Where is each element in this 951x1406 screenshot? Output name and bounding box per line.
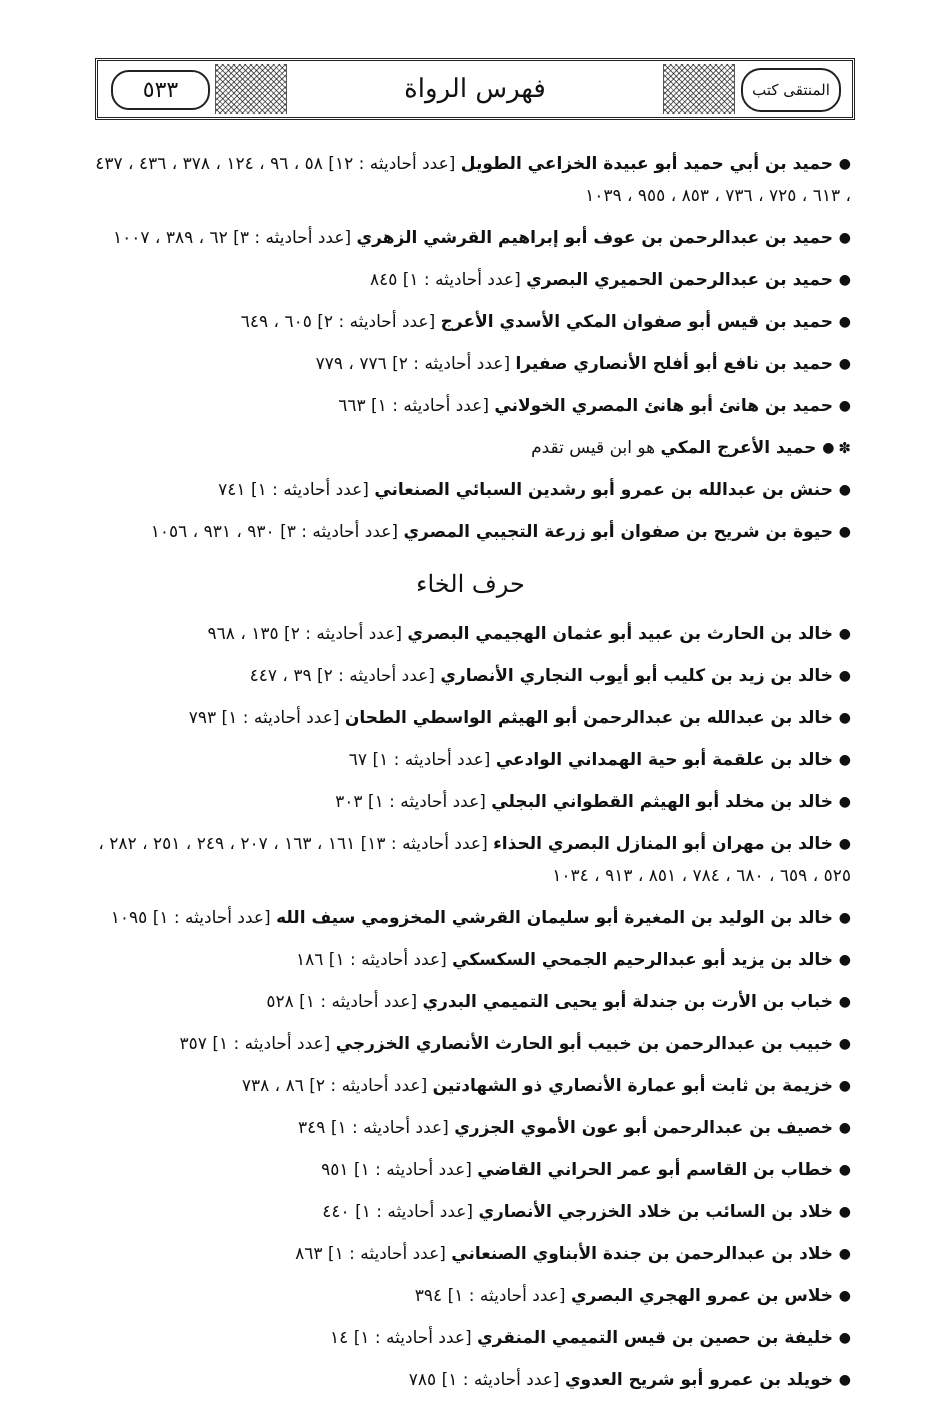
narrator-name: خالد بن علقمة أبو حية الهمداني الوادعي [495, 750, 833, 770]
bullet-icon: ● [838, 752, 851, 768]
hadith-count: [عدد أحاديثه : ١] ٩٥١ [321, 1160, 472, 1180]
hadith-count: [عدد أحاديثه : ٣] ٦٢ ، ٣٨٩ ، ١٠٠٧ [112, 228, 352, 248]
page-number: ٥٣٣ [111, 70, 210, 110]
bullet-icon: ● [838, 794, 851, 810]
narrator-entry [90, 1028, 851, 1060]
bullet-icon: ● [838, 710, 851, 726]
hadith-count: [عدد أحاديثه : ١] ٧٤١ [218, 480, 369, 500]
narrator-entry [90, 1238, 851, 1270]
narrator-entry [90, 264, 851, 296]
narrator-name: خزيمة بن ثابت أبو عمارة الأنصاري ذو الشهادتين [432, 1076, 833, 1096]
hadith-count: [عدد أحاديثه : ١] ٣٥٧ [179, 1034, 331, 1054]
bullet-icon: ● [838, 356, 851, 372]
narrator-name: خليفة بن حصين بن قيس التميمي المنقري [477, 1328, 833, 1348]
bullet-icon: ● [838, 1036, 851, 1052]
bullet-icon: ● [838, 1078, 851, 1094]
hadith-count: [عدد أحاديثه : ١] ٦٧ [348, 750, 491, 770]
narrator-entry [90, 986, 851, 1018]
narrator-name: حميد بن عبدالرحمن بن عوف أبو إبراهيم القرشي الزهري [356, 228, 833, 248]
narrator-name: خويلد بن عمرو أبو شريح العدوي [564, 1370, 833, 1390]
page-header [95, 58, 855, 120]
bullet-icon: ● [838, 952, 851, 968]
narrator-name: حميد بن أبي حميد أبو عبيدة الخزاعي الطويل [460, 154, 833, 174]
bullet-icon: ● [822, 440, 835, 456]
bullet-icon: ● [838, 1120, 851, 1136]
hadith-count: [عدد أحاديثه : ١] ٦٦٣ [338, 396, 489, 416]
narrator-entry [90, 702, 851, 734]
section-title: حرف الخاء [416, 570, 525, 598]
narrator-list-ha [90, 148, 851, 548]
bullet-icon: ● [838, 1372, 851, 1388]
bullet-icon: ● [838, 668, 851, 684]
narrator-name: حميد بن قيس أبو صفوان المكي الأسدي الأعرج [440, 312, 833, 332]
ornament-left [215, 64, 287, 114]
narrator-name: خطاب بن القاسم أبو عمر الحراني القاضي [477, 1160, 833, 1180]
hadith-count: [عدد أحاديثه : ١٣] ١٦١ ، ١٦٣ ، ٢٠٧ ، ٢٤٩ ، ٢٥١ ، ٢٨٢ ، ٥٢٥ ، ٦٥٩ ، ٦٨٠ ، ٧٨٤ ، ٨٥١ ، ٩١٣ ، ١٠٣٤ [98, 834, 851, 886]
bullet-icon: ● [838, 1204, 851, 1220]
narrator-entry [90, 348, 851, 380]
hadith-count: [عدد أحاديثه : ١] ١٠٩٥ [110, 908, 271, 928]
narrator-name: خالد بن زيد بن كليب أبو أيوب النجاري الأنصاري [440, 666, 833, 686]
narrator-name: حنش بن عبدالله بن عمرو أبو رشدين السبائي الصنعاني [374, 480, 833, 500]
narrator-name: حميد الأعرج المكي [660, 438, 817, 458]
narrator-entry [90, 744, 851, 776]
ornament-right [663, 64, 735, 114]
hadith-count: [عدد أحاديثه : ٢] ٣٩ ، ٤٤٧ [249, 666, 435, 686]
hadith-count: [عدد أحاديثه : ٢] ٦٠٥ ، ٦٤٩ [240, 312, 436, 332]
narrator-name: خالد بن الحارث بن عبيد أبو عثمان الهجيمي البصري [407, 624, 833, 644]
bullet-icon: ● [838, 314, 851, 330]
narrator-name: خالد بن مهران أبو المنازل البصري الحذاء [493, 834, 833, 854]
hadith-count: [عدد أحاديثه : ١] ٤٤٠ [322, 1202, 474, 1222]
hadith-count: [عدد أحاديثه : ١] ٨٤٥ [369, 270, 521, 290]
narrator-name: خالد بن عبدالله بن عبدالرحمن أبو الهيثم الواسطي الطحان [344, 708, 833, 728]
index-content [90, 148, 851, 1406]
bullet-icon: ● [838, 626, 851, 642]
bullet-icon: ● [838, 482, 851, 498]
narrator-entry [90, 1070, 851, 1102]
narrator-entry [90, 660, 851, 692]
narrator-name: حميد بن عبدالرحمن الحميري البصري [526, 270, 833, 290]
narrator-name: خلاس بن عمرو الهجري البصري [570, 1286, 833, 1306]
narrator-name: خلاد بن السائب بن خلاد الخزرجي الأنصاري [478, 1202, 833, 1222]
hadith-count: هو ابن قيس تقدم [531, 438, 656, 458]
narrator-entry [90, 828, 851, 892]
narrator-entry [90, 1322, 851, 1354]
bullet-icon: ● [838, 994, 851, 1010]
bullet-icon: ● [838, 836, 851, 852]
hadith-count: [عدد أحاديثه : ١] ٧٩٣ [188, 708, 340, 728]
hadith-count: [عدد أحاديثه : ١] ٧٨٥ [408, 1370, 560, 1390]
narrator-entry [90, 618, 851, 650]
narrator-entry [90, 390, 851, 422]
hadith-count: [عدد أحاديثه : ٢] ١٣٥ ، ٩٦٨ [207, 624, 403, 644]
bullet-icon: ● [838, 230, 851, 246]
bullet-icon: ● [838, 156, 851, 172]
narrator-name: خالد بن الوليد بن المغيرة أبو سليمان القرشي المخزومي سيف الله [276, 908, 833, 928]
narrator-name: حيوة بن شريح بن صفوان أبو زرعة التجيبي المصري [403, 522, 833, 542]
hadith-count: [عدد أحاديثه : ٢] ٧٧٦ ، ٧٧٩ [315, 354, 511, 374]
hadith-count: [عدد أحاديثه : ١] ١٤ [330, 1328, 472, 1348]
narrator-list-kha [90, 618, 851, 1396]
bullet-icon: ● [838, 1162, 851, 1178]
hadith-count: [عدد أحاديثه : ١] ٣٤٩ [298, 1118, 449, 1138]
narrator-entry [90, 148, 851, 212]
narrator-name: خلاد بن عبدالرحمن بن جندة الأبناوي الصنعاني [451, 1244, 833, 1264]
narrator-entry [90, 222, 851, 254]
narrator-name: خبيب بن عبدالرحمن بن خبيب أبو الحارث الأنصاري الخزرجي [335, 1034, 833, 1054]
narrator-name: خباب بن الأرت بن جندلة أبو يحيى التميمي البدري [422, 992, 833, 1012]
bullet-icon: ● [838, 272, 851, 288]
bullet-icon: ● [838, 910, 851, 926]
hadith-count: [عدد أحاديثه : ١] ٥٢٨ [266, 992, 418, 1012]
publisher-logo: المنتقى كتب [741, 68, 841, 112]
asterisk-icon: ✽ [838, 439, 851, 457]
narrator-entry [90, 1364, 851, 1396]
bullet-icon: ● [838, 1246, 851, 1262]
hadith-count: [عدد أحاديثه : ١٢] ٥٨ ، ٩٦ ، ١٢٤ ، ٣٧٨ ، ٤٣٦ ، ٤٣٧ ، ٦١٣ ، ٧٢٥ ، ٧٣٦ ، ٨٥٣ ، ٩٥٥ ، ١٠٣٩ [95, 154, 851, 206]
narrator-entry [90, 1196, 851, 1228]
narrator-entry [90, 516, 851, 548]
narrator-entry [90, 1154, 851, 1186]
bullet-icon: ● [838, 398, 851, 414]
narrator-entry [90, 1112, 851, 1144]
bullet-icon: ● [838, 1288, 851, 1304]
narrator-entry [90, 1280, 851, 1312]
narrator-entry [90, 902, 851, 934]
narrator-entry [90, 432, 851, 464]
hadith-count: [عدد أحاديثه : ١] ٨٦٣ [295, 1244, 446, 1264]
header-title: فهرس الرواة [404, 74, 546, 104]
narrator-name: خالد بن مخلد أبو الهيثم القطواني البجلي [491, 792, 833, 812]
hadith-count: [عدد أحاديثه : ١] ٣٠٣ [335, 792, 486, 812]
narrator-name: حميد بن هانئ أبو هانئ المصري الخولاني [494, 396, 833, 416]
hadith-count: [عدد أحاديثه : ١] ١٨٦ [295, 950, 447, 970]
narrator-entry [90, 474, 851, 506]
narrator-entry [90, 306, 851, 338]
narrator-entry [90, 786, 851, 818]
narrator-name: حميد بن نافع أبو أفلح الأنصاري صفيرا [515, 354, 833, 374]
narrator-name: خالد بن يزيد أبو عبدالرحيم الجمحي السكسكي [452, 950, 833, 970]
narrator-name: خصيف بن عبدالرحمن أبو عون الأموي الجزري [454, 1118, 833, 1138]
hadith-count: [عدد أحاديثه : ٣] ٩٣٠ ، ٩٣١ ، ١٠٥٦ [150, 522, 399, 542]
hadith-count: [عدد أحاديثه : ٢] ٨٦ ، ٧٣٨ [241, 1076, 428, 1096]
hadith-count: [عدد أحاديثه : ١] ٣٩٤ [414, 1286, 566, 1306]
bullet-icon: ● [838, 524, 851, 540]
bullet-icon: ● [838, 1330, 851, 1346]
narrator-entry [90, 944, 851, 976]
